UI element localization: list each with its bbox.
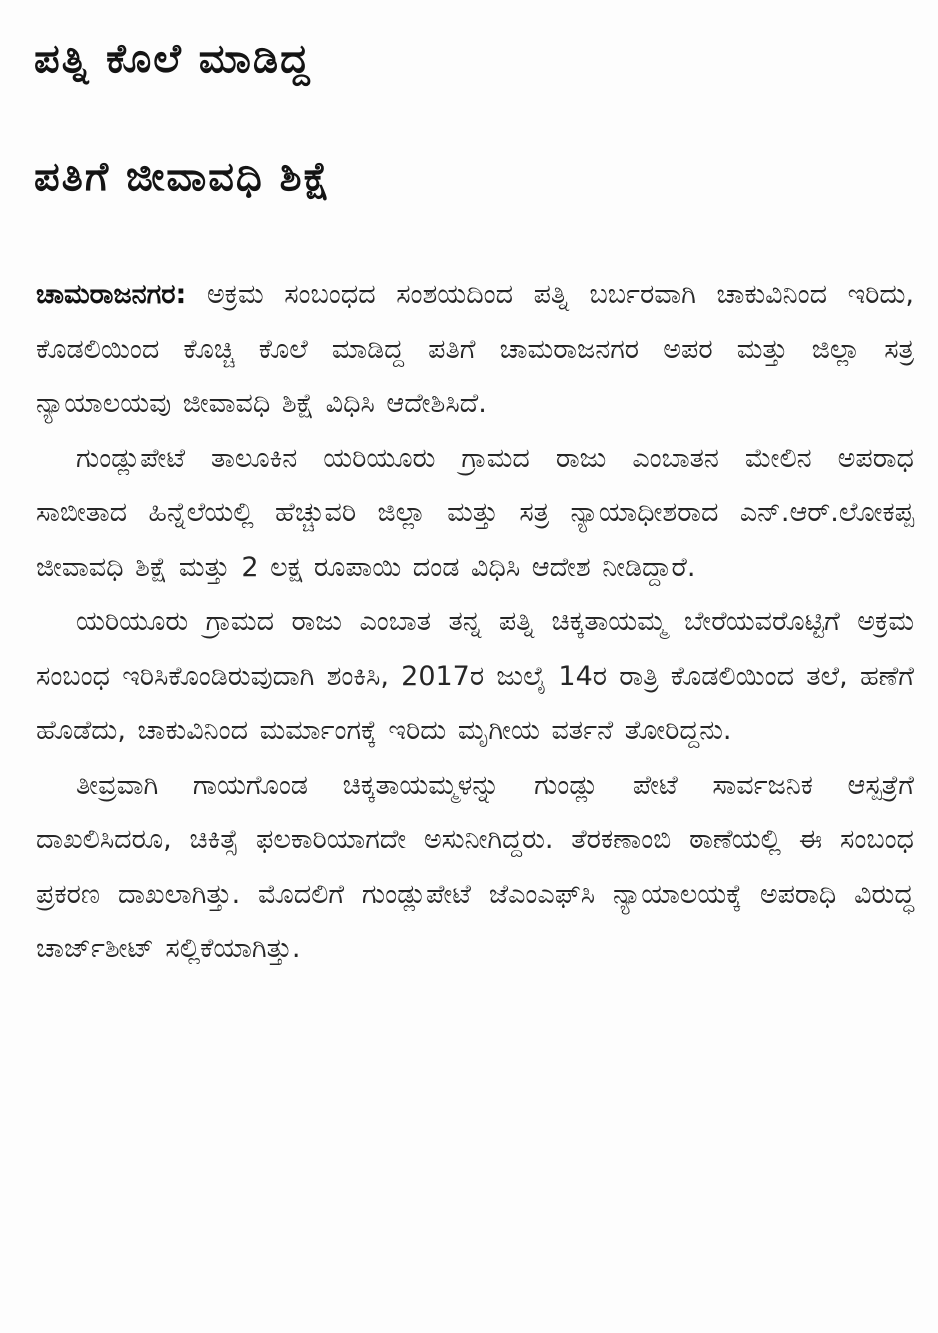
article-body [36,268,914,977]
dateline: ಚಾಮರಾಜನಗರ: [36,279,187,310]
headline-line-2: ಪತಿಗೆ ಜೀವಾವಧಿ ಶಿಕ್ಷೆ [34,154,332,200]
headline-line-1: ಪತ್ನಿ ಕೊಲೆ ಮಾಡಿದ್ದ [34,36,312,82]
paragraph-1-text: ಅಕ್ರಮ ಸಂಬಂಧದ ಸಂಶಯದಿಂದ ಪತ್ನಿ ಬರ್ಬರವಾಗಿ ಚಾಕುವಿನಿಂದ ಇರಿದು, ಕೊಡಲಿಯಿಂದ ಕೊಚ್ಚಿ ಕೊಲೆ ಮಾಡಿದ್ದ ಪತಿಗೆ ಚಾಮರಾಜನಗರ ಅಪರ ಮತ್ತು ಜಿಲ್ಲಾ ಸತ್ರ ನ್ಯಾಯಾಲಯವು ಜೀವಾವಧಿ ಶಿಕ್ಷೆ ವಿಧಿಸಿ ಆದೇಶಿಸಿದೆ. [36,279,914,419]
paragraph-1 [36,268,914,432]
paragraph-2: ಗುಂಡ್ಲುಪೇಟೆ ತಾಲೂಕಿನ ಯರಿಯೂರು ಗ್ರಾಮದ ರಾಜು ಎಂಬಾತನ ಮೇಲಿನ ಅಪರಾಧ ಸಾಬೀತಾದ ಹಿನ್ನೆಲೆಯಲ್ಲಿ ಹೆಚ್ಚುವರಿ ಜಿಲ್ಲಾ ಮತ್ತು ಸತ್ರ ನ್ಯಾಯಾಧೀಶರಾದ ಎನ್.ಆರ್.ಲೋಕಪ್ಪ ಜೀವಾವಧಿ ಶಿಕ್ಷೆ ಮತ್ತು 2 ಲಕ್ಷ ರೂಪಾಯಿ ದಂಡ ವಿಧಿಸಿ ಆದೇಶ ನೀಡಿದ್ದಾರೆ. [36,442,914,583]
paragraph-4: ತೀವ್ರವಾಗಿ ಗಾಯಗೊಂಡ ಚಿಕ್ಕತಾಯಮ್ಮಳನ್ನು ಗುಂಡ್ಲು ಪೇಟೆ ಸಾರ್ವಜನಿಕ ಆಸ್ಪತ್ರೆಗೆ ದಾಖಲಿಸಿದರೂ, ಚಿಕಿತ್ಸೆ ಫಲಕಾರಿಯಾಗದೇ ಅಸುನೀಗಿದ್ದರು. ತೆರಕಣಾಂಬಿ ಠಾಣೆಯಲ್ಲಿ ಈ ಸಂಬಂಧ ಪ್ರಕರಣ ದಾಖಲಾಗಿತ್ತು. ಮೊದಲಿಗೆ ಗುಂಡ್ಲುಪೇಟೆ ಜೆಎಂಎಫ್‌ಸಿ ನ್ಯಾಯಾಲಯಕ್ಕೆ ಅಪರಾಧಿ ವಿರುದ್ಧ ಚಾರ್ಜ್‌ಶೀಟ್ ಸಲ್ಲಿಕೆಯಾಗಿತ್ತು. [36,769,914,964]
paragraph-3: ಯರಿಯೂರು ಗ್ರಾಮದ ರಾಜು ಎಂಬಾತ ತನ್ನ ಪತ್ನಿ ಚಿಕ್ಕತಾಯಮ್ಮ ಬೇರೆಯವರೊಟ್ಟಿಗೆ ಅಕ್ರಮ ಸಂಬಂಧ ಇರಿಸಿಕೊಂಡಿರುವುದಾಗಿ ಶಂಕಿಸಿ, 2017ರ ಜುಲೈ 14ರ ರಾತ್ರಿ ಕೊಡಲಿಯಿಂದ ತಲೆ, ಹಣೆಗೆ ಹೊಡೆದು, ಚಾಕುವಿನಿಂದ ಮರ್ಮಾಂಗಕ್ಕೆ ಇರಿದು ಮೃಗೀಯ ವರ್ತನೆ ತೋರಿದ್ದನು. [36,606,914,746]
headline [34,0,919,236]
